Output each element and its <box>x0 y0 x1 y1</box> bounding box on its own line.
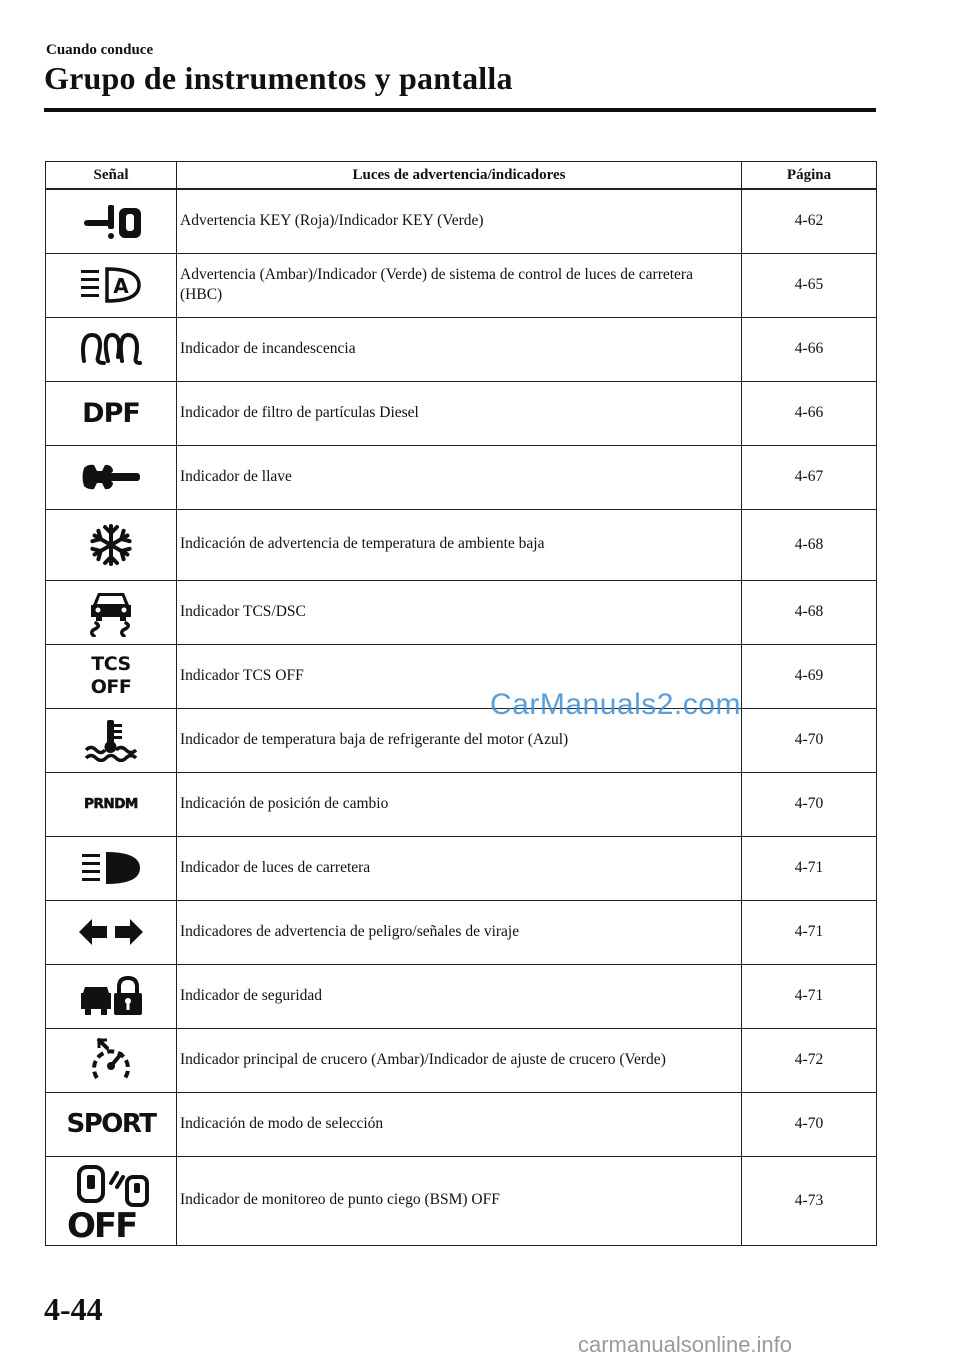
page-reference: 4-70 <box>742 708 877 772</box>
table-row <box>46 317 877 381</box>
indicator-description: Indicador de monitoreo de punto ciego (BSM) OFF <box>177 1156 742 1245</box>
svg-text:A: A <box>113 274 129 298</box>
footer-site-link[interactable]: carmanualsonline.info <box>578 1332 793 1357</box>
table-row <box>46 253 877 317</box>
page-reference: 4-71 <box>742 900 877 964</box>
indicator-description: Advertencia (Ambar)/Indicador (Verde) de sistema de control de luces de carretera (HBC) <box>177 253 742 317</box>
page-reference: 4-66 <box>742 317 877 381</box>
page-reference: 4-73 <box>742 1156 877 1245</box>
table-row <box>46 1028 877 1092</box>
table-row <box>46 189 877 253</box>
indicator-description: Indicación de advertencia de temperatura de ambiente baja <box>177 509 742 580</box>
watermark: CarManuals2.com <box>490 688 741 721</box>
cruise-control-icon <box>87 1036 135 1084</box>
page-reference: 4-70 <box>742 1092 877 1156</box>
bsm-off-icon <box>63 1163 159 1239</box>
indicator-description: Indicación de posición de cambio <box>177 772 742 836</box>
glow-plug-icon <box>78 331 144 367</box>
headlight-high-beam-icon <box>78 849 144 887</box>
column-header-signal: Señal <box>46 162 177 190</box>
security-lock-icon <box>79 975 143 1017</box>
key-warning-icon <box>79 200 143 242</box>
table-row <box>46 445 877 509</box>
page-reference: 4-71 <box>742 836 877 900</box>
indicator-description: Indicación de modo de selección <box>177 1092 742 1156</box>
indicator-description: Indicador principal de crucero (Ambar)/Indicador de ajuste de crucero (Verde) <box>177 1028 742 1092</box>
turn-signal-arrows-icon <box>77 917 145 947</box>
page-reference: 4-62 <box>742 189 877 253</box>
indicator-description: Indicador de incandescencia <box>177 317 742 381</box>
header-divider <box>44 108 876 112</box>
page-reference: 4-68 <box>742 509 877 580</box>
column-header-description: Luces de advertencia/indicadores <box>177 162 742 190</box>
table-row <box>46 708 877 772</box>
indicator-description: Advertencia KEY (Roja)/Indicador KEY (Verde) <box>177 189 742 253</box>
tcs-off-label-top: TCS <box>91 653 131 675</box>
table-row <box>46 900 877 964</box>
indicator-description: Indicador de luces de carretera <box>177 836 742 900</box>
page-reference: 4-68 <box>742 580 877 644</box>
page-reference: 4-67 <box>742 445 877 509</box>
column-header-page: Página <box>742 162 877 190</box>
snowflake-icon <box>88 522 134 568</box>
tcs-off-label-bottom: OFF <box>90 676 132 698</box>
indicator-description: Indicador de temperatura baja de refrigerante del motor (Azul) <box>177 708 742 772</box>
page-reference: 4-72 <box>742 1028 877 1092</box>
high-beam-control-icon <box>77 265 145 305</box>
wrench-icon <box>81 462 141 492</box>
page-reference: 4-66 <box>742 381 877 445</box>
section-label: Cuando conduce <box>46 42 154 58</box>
page-reference: 4-70 <box>742 772 877 836</box>
indicator-description: Indicador TCS/DSC <box>177 580 742 644</box>
page-reference: 4-65 <box>742 253 877 317</box>
indicator-description: Indicador de seguridad <box>177 964 742 1028</box>
dpf-icon: DPF <box>82 397 140 429</box>
page-title: Grupo de instrumentos y pantalla <box>44 60 513 96</box>
page-number: 4-44 <box>44 1291 103 1327</box>
table-row <box>46 964 877 1028</box>
indicator-description: Indicador de filtro de partículas Diesel <box>177 381 742 445</box>
page-reference: 4-69 <box>742 644 877 708</box>
indicator-description: Indicador TCS OFF <box>177 644 742 708</box>
table-row <box>46 580 877 644</box>
page-reference: 4-71 <box>742 964 877 1028</box>
prndm-icon: PRNDM <box>84 796 138 813</box>
sport-mode-icon: SPORT <box>66 1109 156 1139</box>
table-row <box>46 1092 877 1156</box>
bsm-off-label: OFF <box>67 1205 137 1239</box>
table-row <box>46 509 877 580</box>
warning-indicators-table <box>45 161 877 1246</box>
table-row <box>46 381 877 445</box>
table-row <box>46 644 877 708</box>
indicator-description: Indicadores de advertencia de peligro/señales de viraje <box>177 900 742 964</box>
table-row <box>46 1156 877 1245</box>
table-header-row <box>46 162 877 190</box>
table-row <box>46 836 877 900</box>
indicator-description: Indicador de llave <box>177 445 742 509</box>
coolant-temperature-icon <box>83 718 139 762</box>
skidding-car-icon <box>86 587 136 637</box>
table-row <box>46 772 877 836</box>
tcs-off-icon <box>91 653 132 699</box>
